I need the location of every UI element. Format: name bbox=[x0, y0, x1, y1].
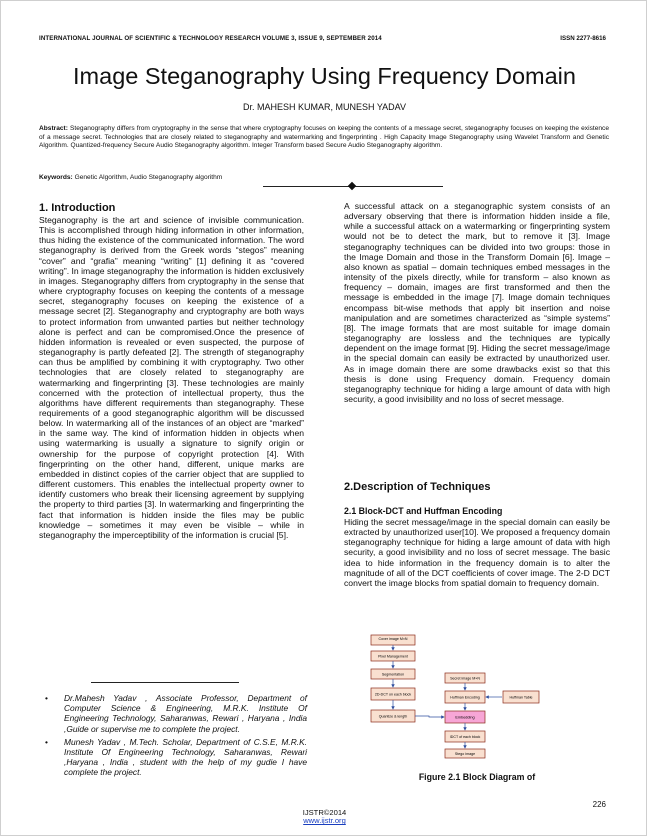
keywords bbox=[39, 174, 609, 181]
pixel-management-label: Pixel Management bbox=[378, 654, 408, 659]
idct-label: IDCT of each block bbox=[449, 735, 481, 739]
section-1-heading: 1. Introduction bbox=[39, 202, 116, 214]
dct-box bbox=[371, 688, 415, 700]
footnote-text: Dr.Mahesh Yadav , Associate Professor, Department of Computer Science & Engineering, M.R.K. Institute Of Engineering Technology, Saharanwas, Rewari , Haryana , India ,Guide or supervise me to complete the project. bbox=[64, 693, 307, 734]
quantize-label: Quantize & length bbox=[378, 714, 408, 719]
huffman-table-box bbox=[503, 691, 539, 703]
subsection-2-1-heading: 2.1 Block-DCT and Huffman Encoding bbox=[344, 506, 503, 516]
page-number: 226 bbox=[592, 800, 606, 809]
bullet-icon: • bbox=[45, 736, 48, 747]
journal-link[interactable]: www.ijstr.org bbox=[303, 816, 346, 826]
huffman-table-label: Huffman Table bbox=[509, 695, 533, 700]
publisher-copyright: IJSTR©2014 bbox=[302, 808, 347, 817]
keywords-label: Keywords: bbox=[39, 174, 73, 181]
segmentation-box bbox=[371, 669, 415, 679]
right-column-paragraph: A successful attack on a steganographic system consists of an adversary observing that there is information hidden inside a file, while a successful attack on a watermarking or fingerprinting system would not be to detect the mark, but to remove it [3]. Image steganography techniques can be divided into two groups: those in the Image Domain and those in the Transform Domain [6]. Image – also known as spatial – domain techniques embed messages in the intensity of the pixels directly, while for transform – also known as frequency – domain, images are first transformed and then the message is embedded in the image [7]. Image domain techniques encompass bit-wise methods that apply bit insertion and noise manipulation and are sometimes characterized as “simple systems” [8]. The image formats that are most suitable for image domain steganography are lossless and the techniques are typically dependent on the image format [9]. Hiding the secret message/image in the special domain can easily be extracted by unauthorized user. As in image domain there are some drawbacks exist so that this thesis is done using Frequency domain. Frequency domain steganography technique for hiding a large amount of data with high security, a good invisibility and no loss of secret message. bbox=[344, 201, 610, 404]
paper-authors: Dr. MAHESH KUMAR, MUNESH YADAV bbox=[242, 102, 407, 112]
journal-header: INTERNATIONAL JOURNAL OF SCIENTIFIC & TECHNOLOGY RESEARCH VOLUME 3, ISSUE 9, SEPTEMBER 2014 bbox=[39, 35, 382, 42]
stego-image-label: Stego image bbox=[454, 752, 476, 756]
block-diagram-figure bbox=[363, 631, 563, 763]
quantize-box bbox=[371, 710, 415, 722]
secret-image-label: Secret image M×N bbox=[450, 676, 480, 681]
huffman-encoding-label: Huffman Encoding bbox=[450, 695, 480, 700]
keywords-text: Genetic Algorithm, Audio Steganography algorithm bbox=[74, 174, 223, 181]
footer bbox=[1, 809, 647, 826]
footnote-item bbox=[45, 693, 307, 734]
section-2-1-text: Hiding the secret message/image in the special domain can easily be extracted by unauthorized user[10]. We proposed a frequency domain steganography technique for hiding a large amount of data with high security, a good invisibility and no loss of secret message. The basic idea to hide information in the frequency domain is to alter the magnitude of all of the DCT coefficients of cover image. The 2-D DCT convert the image blocks from spatial domain to frequency domain. bbox=[344, 517, 610, 588]
footnote-item bbox=[45, 737, 307, 778]
abstract bbox=[39, 125, 609, 151]
segmentation-label: Segmentation bbox=[381, 672, 405, 677]
section-2-heading: 2.Description of Techniques bbox=[344, 481, 491, 493]
stego-image-box bbox=[445, 749, 485, 758]
bullet-icon: • bbox=[45, 693, 48, 703]
embedding-label: Embedding bbox=[455, 715, 475, 720]
footnotes bbox=[45, 693, 307, 781]
abstract-label: Abstract: bbox=[39, 125, 68, 132]
dct-label: 2D-DCT on each block bbox=[374, 692, 412, 697]
cover-image-box bbox=[371, 635, 415, 645]
secret-image-box bbox=[445, 673, 485, 683]
introduction-text: Steganography is the art and science of invisible communication. This is accomplished through hiding information in other information, thus hiding the existence of the communicated information. The word steganography is derived from the Greek words “stegos” meaning “cover” and “grafia” meaning “writing” [1] defining it as “covered writing”. In image steganography the information is hidden exclusively in images. Steganography differs from cryptography in the sense that where cryptography focuses on keeping the contents of a message secret, steganography focuses on keeping the existence of a message secret [2]. Steganography and cryptography are both ways to protect information from unwanted parties but neither technology alone is perfect and can be compromised.Once the presence of hidden information is revealed or even suspected, the purpose of steganography is partly defeated [2]. The strength of steganography can thus be amplified by combining it with cryptography. Two other technologies that are closely related to steganography are watermarking and fingerprinting [3]. These technologies are mainly concerned with the protection of intellectual property, thus the algorithms have different requirements than steganography. These requirements of a good steganographic algorithm will be discussed below. In watermarking all of the instances of an object are “marked” in the same way. The kind of information hidden in objects when using watermarking is usually a signature to signify origin or ownership for the purpose of copyright protection [4]. With fingerprinting on the other hand, different, unique marks are embedded in distinct copies of the carrier object that are supplied to different customers. This enables the intellectual property owner to identify customers who break their licensing agreement by supplying the property to third parties [3]. In watermarking and fingerprinting the fact that information is hidden inside the files may be public knowledge – sometimes it may even be visible – while in steganography the imperceptibility of the information is crucial [5]. bbox=[39, 215, 304, 540]
cover-image-label: Cover image M×N bbox=[378, 636, 408, 641]
paper-title: Image Steganography Using Frequency Domain bbox=[73, 63, 576, 89]
footnote-text: Munesh Yadav , M.Tech. Scholar, Department of C.S.E, M.R.K. Institute Of Engineering Technology, Saharanwas, Rewari ,Haryana , India , student with the help of my gudie I have complete the project. bbox=[64, 736, 307, 778]
footnote-rule bbox=[91, 682, 239, 683]
huffman-encoding-box bbox=[445, 691, 485, 703]
separator-diamond-icon bbox=[348, 182, 356, 190]
idct-box bbox=[445, 731, 485, 742]
abstract-text: Steganography differs from cryptography in the sense that where cryptography focuses on keeping the contents of a message secret, steganography focuses on keeping the existence of a message secret. Technologies that are closely related to steganography and watermarking and fingerprinting . High Capacity Image Steganography using Wavelet Transform and Genetic Algorithm. Quantized-frequency Secure Audio Steganography algorithm. Integer Transform based Secure Audio Steganography algorithm. bbox=[39, 125, 609, 150]
pixel-management-box bbox=[371, 651, 415, 661]
figure-caption: Figure 2.1 Block Diagram of bbox=[418, 772, 536, 782]
issn-header: ISSN 2277-8616 bbox=[560, 35, 606, 42]
embedding-box bbox=[445, 711, 485, 723]
